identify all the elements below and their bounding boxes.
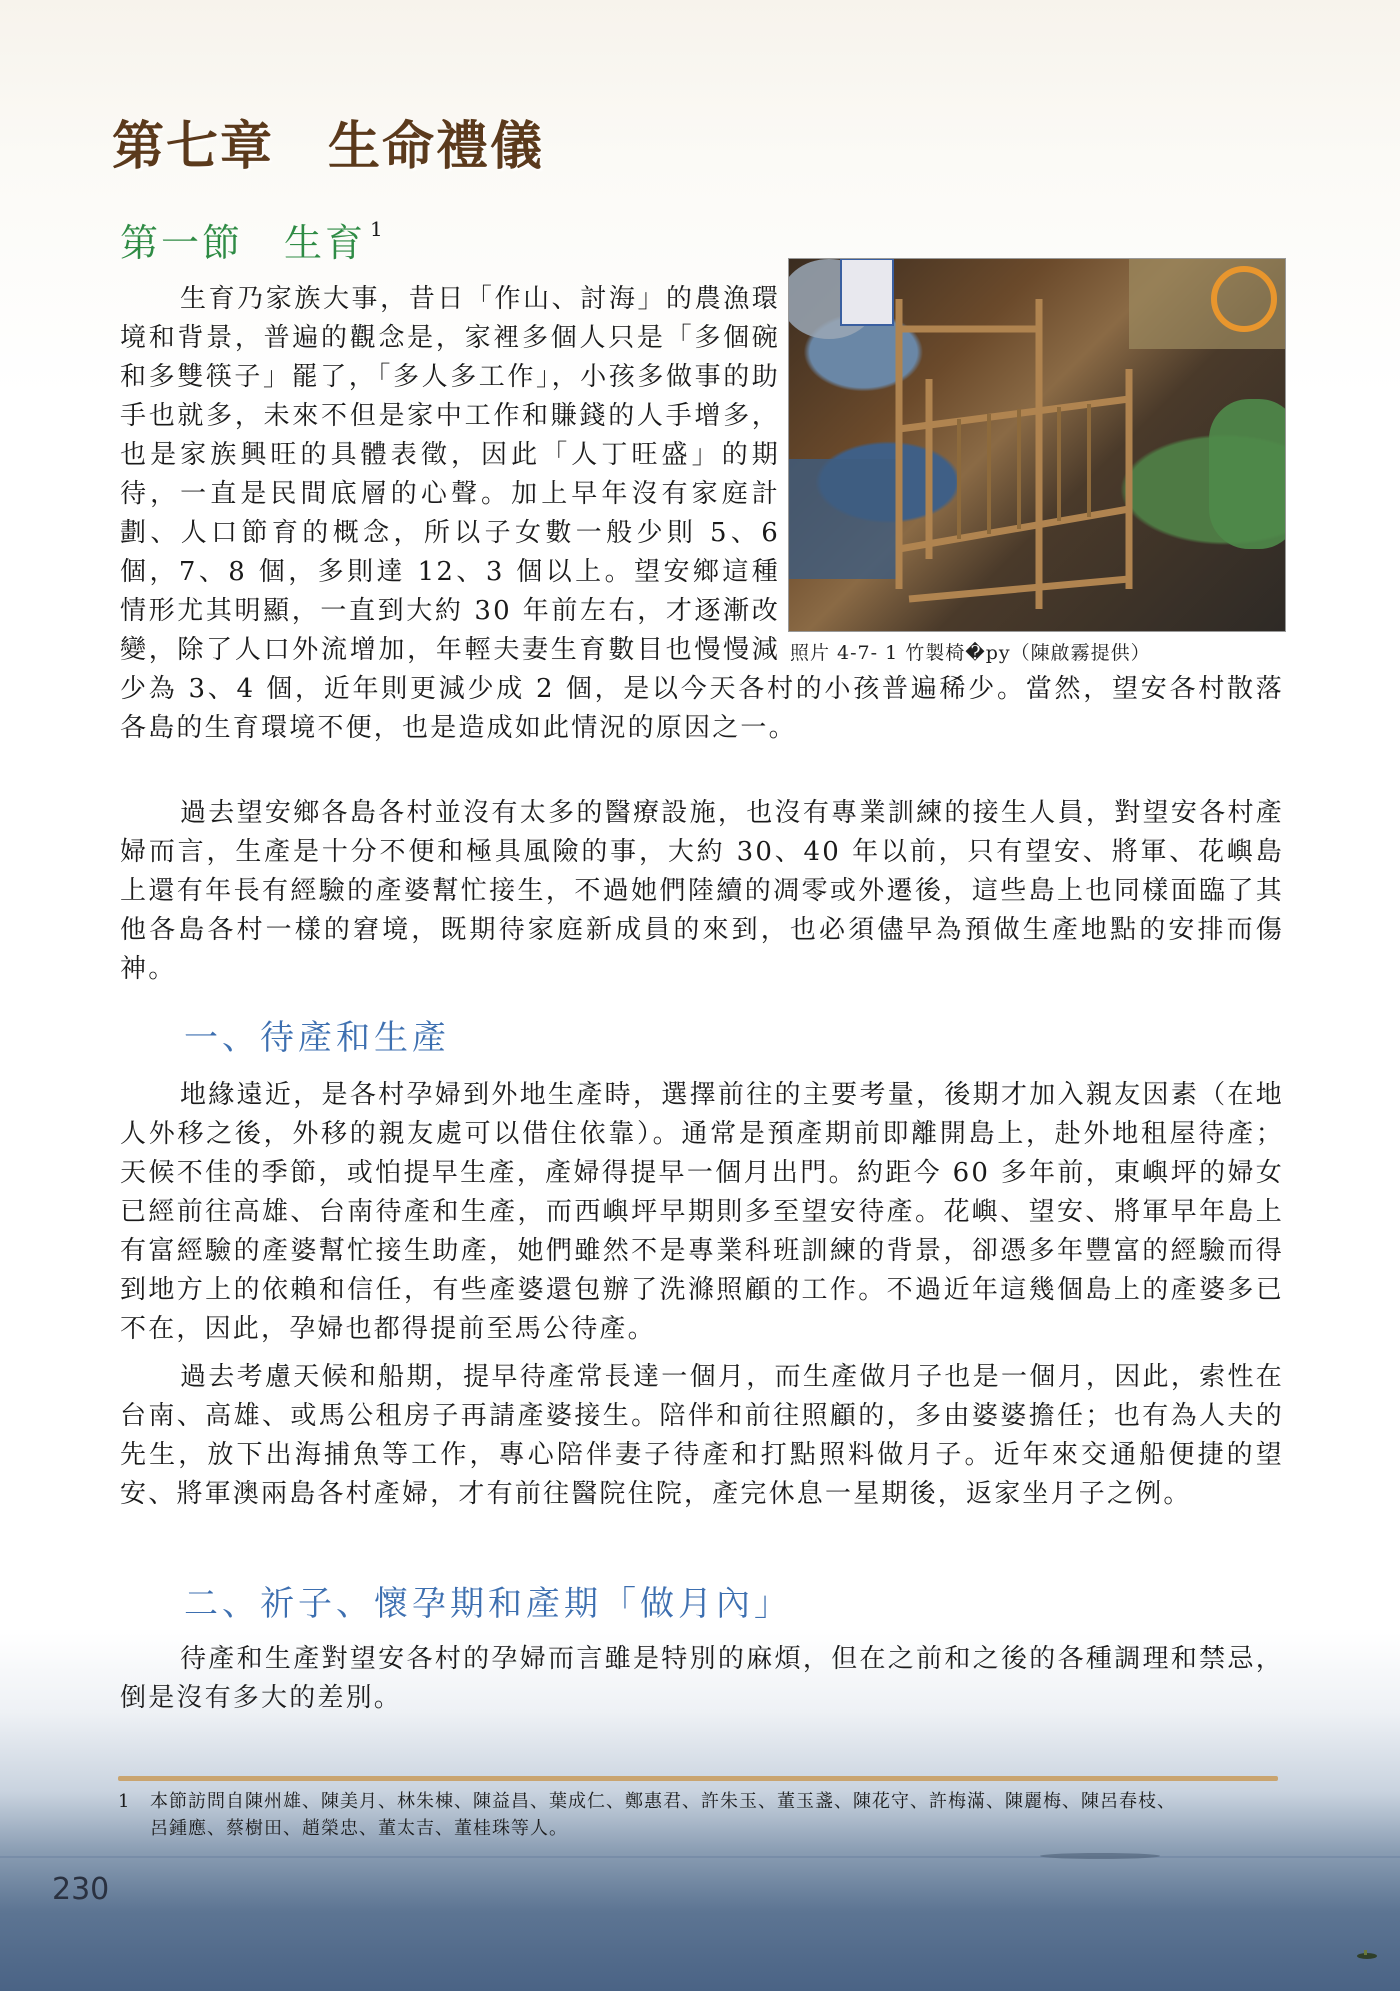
photo-caption: 照片 4-7- 1 竹製椅�py（陳啟霧提供） [790, 642, 1151, 664]
paragraph-5: 待產和生產對望安各村的孕婦而言雖是特別的麻煩，但在之前和之後的各種調理和禁忌，倒是沒有多大的差別。 [120, 1644, 1284, 1713]
paragraph-4: 過去考慮天候和船期，提早待產常長達一個月，而生產做月子也是一個月，因此，索性在台南、高雄、或馬公租房子再請產婆接生。陪伴和前往照顧的，多由婆婆擔任；也有為人夫的先生，放下出海捕魚等工作，專心陪伴妻子待產和打點照料做月子。近年來交通船便捷的望安、將軍澳兩島各村產婦，才有前往醫院住院，產完休息一星期後，返家坐月子之例。 [120, 1362, 1284, 1509]
boat-icon [1356, 1950, 1378, 1960]
paragraph-3: 地緣遠近，是各村孕婦到外地生產時，選擇前往的主要考量，後期才加入親友因素（在地人外移之後，外移的親友處可以借住依靠）。通常是預產期前即離開島上，赴外地租屋待產；天候不佳的季節，或怕提早生產，產婦得提早一個月出門。約距今 60 多年前，東嶼坪的婦女已經前往高雄、台南待產和生產，而西嶼坪早期則多至望安待產。花嶼、望安、將軍早年島上有富經驗的產婆幫忙接生助產，她們雖然不是專業科班訓練的背景，卻憑多年豐富的經驗而得到地方上的依賴和信任，有些產婆還包辦了洗滌照顧的工作。不過近年這幾個島上的產婆多已不在，因此，孕婦也都得提前至馬公待產。 [120, 1080, 1284, 1344]
section-title [120, 212, 386, 267]
footnote-divider [118, 1776, 1278, 1781]
photo-float-spacer [780, 280, 1284, 668]
chapter-title: 第七章 生命禮儀 [112, 117, 545, 177]
footnote-line-1: 本節訪問自陳州雄、陳美月、林朱棟、陳益昌、葉成仁、鄭惠君、許朱玉、董玉盞、陳花守、許梅滿、陳麗梅、陳呂春枝、 [150, 1791, 1176, 1812]
paragraph-1: 生育乃家族大事，昔日「作山、討海」的農漁環境和背景，普遍的觀念是，家裡多個人只是「多個碗和多雙筷子」罷了，「多人多工作」，小孩多做事的助手也就多，未來不但是家中工作和賺錢的人手增多，也是家族興旺的具體表徵，因此「人丁旺盛」的期待，一直是民間底層的心聲。加上早年沒有家庭計劃、人口節育的概念，所以子女數一般少則 5、6 個，7、8 個，多則達 12、3 個以上。望安鄉這種情形尤其明顯，一直到大約 30 年前左右，才逐漸改變，除了人口外流增加，年輕夫妻生育數目也慢慢減少為 3、4 個，近年則更減少成 2 個，是以今天各村的小孩普遍稀少。當然，望安各村散落各島的生育環境不便，也是造成如此情況的原因之一。 [120, 284, 1284, 743]
page-number: 230 [52, 1872, 110, 1907]
subheading-1: 一、待產和生產 [184, 1018, 450, 1058]
footnote-number: 1 [118, 1791, 131, 1812]
footnote-line-2: 呂鍾應、蔡樹田、趙榮忠、董太吉、董桂珠等人。 [150, 1818, 568, 1839]
footnote-marker[interactable]: 1 [370, 217, 386, 242]
paragraph-2: 過去望安鄉各島各村並沒有太多的醫療設施，也沒有專業訓練的接生人員，對望安各村產婦而言，生產是十分不便和極具風險的事，大約 30、40 年以前，只有望安、將軍、花嶼島上還有年長有經驗的產婆幫忙接生，不過她們陸續的凋零或外遷後，這些島上也同樣面臨了其他各島各村一樣的窘境，既期待家庭新成員的來到，也必須儘早為預做生產地點的安排而傷神。 [120, 798, 1284, 984]
section-title-text: 第一節 生育 [120, 221, 367, 265]
sea-horizon-decoration [0, 1848, 1400, 1868]
paragraph-1-container [120, 280, 1284, 748]
subheading-2: 二、祈子、懷孕期和產期「做月內」 [184, 1584, 792, 1624]
footnote [118, 1788, 1288, 1842]
